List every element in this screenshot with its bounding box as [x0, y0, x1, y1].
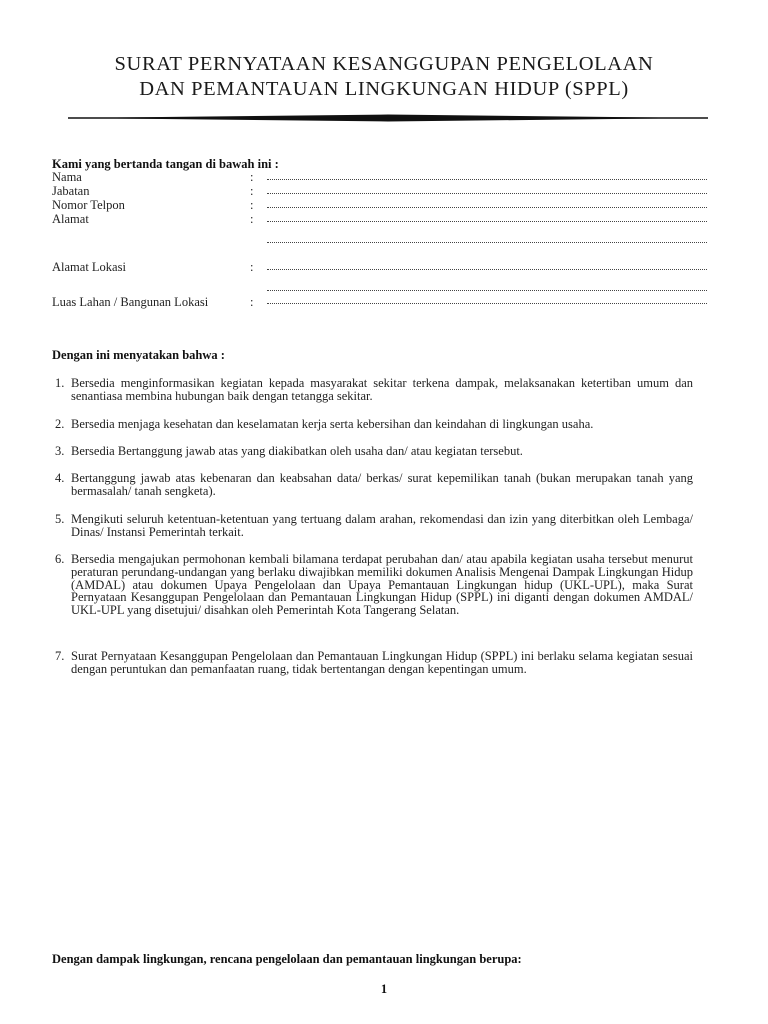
list-item-number: 1. [55, 376, 65, 390]
field-label-lokasi: Alamat Lokasi [52, 260, 126, 274]
list-item: Bersedia mengajukan permohonan kembali bilamana terdapat perubahan dan/ atau apabila kegiatan usaha tersebut menurut peraturan perundang-undangan yang berlaku diwajibkan memiliki dokumen Analisis Mengenai Dampak Lingkungan Hidup (AMDAL) atau dokumen Upaya Pengelolaan dan Upaya Pemantauan Lingkungan hidup (UKL-UPL), maka Surat Pernyataan Kesanggupan Pengelolaan dan Pemantauan Lingkungan Hidup (SPPL) ini diganti dengan dokumen AMDAL/ UKL-UPL yang disetujui/ disahkan oleh Pemerintah Kota Tangerang Selatan. [71, 552, 693, 618]
bottom-heading: Dengan dampak lingkungan, rencana pengelolaan dan pemantauan lingkungan berupa: [52, 952, 522, 966]
field-colon: : [250, 184, 254, 198]
title-divider [68, 110, 708, 126]
list-item: Bersedia menginformasikan kegiatan kepada masyarakat sekitar terkena dampak, melaksanakan ketertiban umum dan senantiasa membina hubungan baik dengan tetangga sekitar. [71, 376, 693, 403]
list-item: Surat Pernyataan Kesanggupan Pengelolaan dan Pemantauan Lingkungan Hidup (SPPL) ini berlaku selama kegiatan sesuai dengan peruntukan dan pemanfaatan ruang, tidak bertentangan dengan kepentingan umum. [71, 649, 693, 676]
page-number: 1 [380, 982, 388, 996]
field-label-luas: Luas Lahan / Bangunan Lokasi [52, 295, 209, 309]
field-colon: : [250, 212, 254, 226]
title-line-2: DAN PEMANTAUAN LINGKUNGAN HIDUP (SPPL) [139, 78, 629, 100]
field-colon: : [250, 170, 254, 184]
field-label-alamat: Alamat [52, 212, 89, 226]
declaration-heading: Dengan ini menyatakan bahwa : [52, 348, 225, 362]
intro-text: Kami yang bertanda tangan di bawah ini : [52, 157, 279, 171]
list-item: Bersedia Bertanggung jawab atas yang diakibatkan oleh usaha dan/ atau kegiatan tersebut. [71, 444, 523, 458]
list-item-number: 2. [55, 417, 65, 431]
field-input-lokasi[interactable] [267, 268, 707, 271]
list-item: Bertanggung jawab atas kebenaran dan keabsahan data/ berkas/ surat kepemilikan tanah (bukan merupakan tanah yang bermasalah/ tanah sengketa). [71, 471, 693, 498]
list-item-number: 6. [55, 552, 65, 566]
field-input-alamat[interactable] [267, 220, 707, 223]
field-label-nama: Nama [52, 170, 82, 184]
field-input-nama[interactable] [267, 178, 707, 181]
field-colon: : [250, 260, 254, 274]
field-input-jabatan[interactable] [267, 192, 707, 195]
field-input-telpon[interactable] [267, 206, 707, 209]
list-item-number: 3. [55, 444, 65, 458]
field-label-telpon: Nomor Telpon [52, 198, 125, 212]
field-input-alamat-line2[interactable] [267, 241, 707, 244]
page-title [60, 52, 708, 102]
list-item: Bersedia menjaga kesehatan dan keselamatan kerja serta kebersihan dan keindahan di lingkungan usaha. [71, 417, 594, 431]
list-item: Mengikuti seluruh ketentuan-ketentuan yang tertuang dalam arahan, rekomendasi dan izin yang diterbitkan oleh Lembaga/ Dinas/ Instansi Pemerintah terkait. [71, 512, 693, 539]
field-colon: : [250, 198, 254, 212]
list-item-number: 5. [55, 512, 65, 526]
title-line-1: SURAT PERNYATAAN KESANGGUPAN PENGELOLAAN [114, 53, 654, 75]
field-colon: : [250, 295, 254, 309]
field-input-lokasi-line2[interactable] [267, 289, 707, 292]
list-item-number: 7. [55, 649, 65, 663]
field-input-luas[interactable] [267, 302, 707, 305]
field-label-jabatan: Jabatan [52, 184, 90, 198]
list-item-number: 4. [55, 471, 65, 485]
